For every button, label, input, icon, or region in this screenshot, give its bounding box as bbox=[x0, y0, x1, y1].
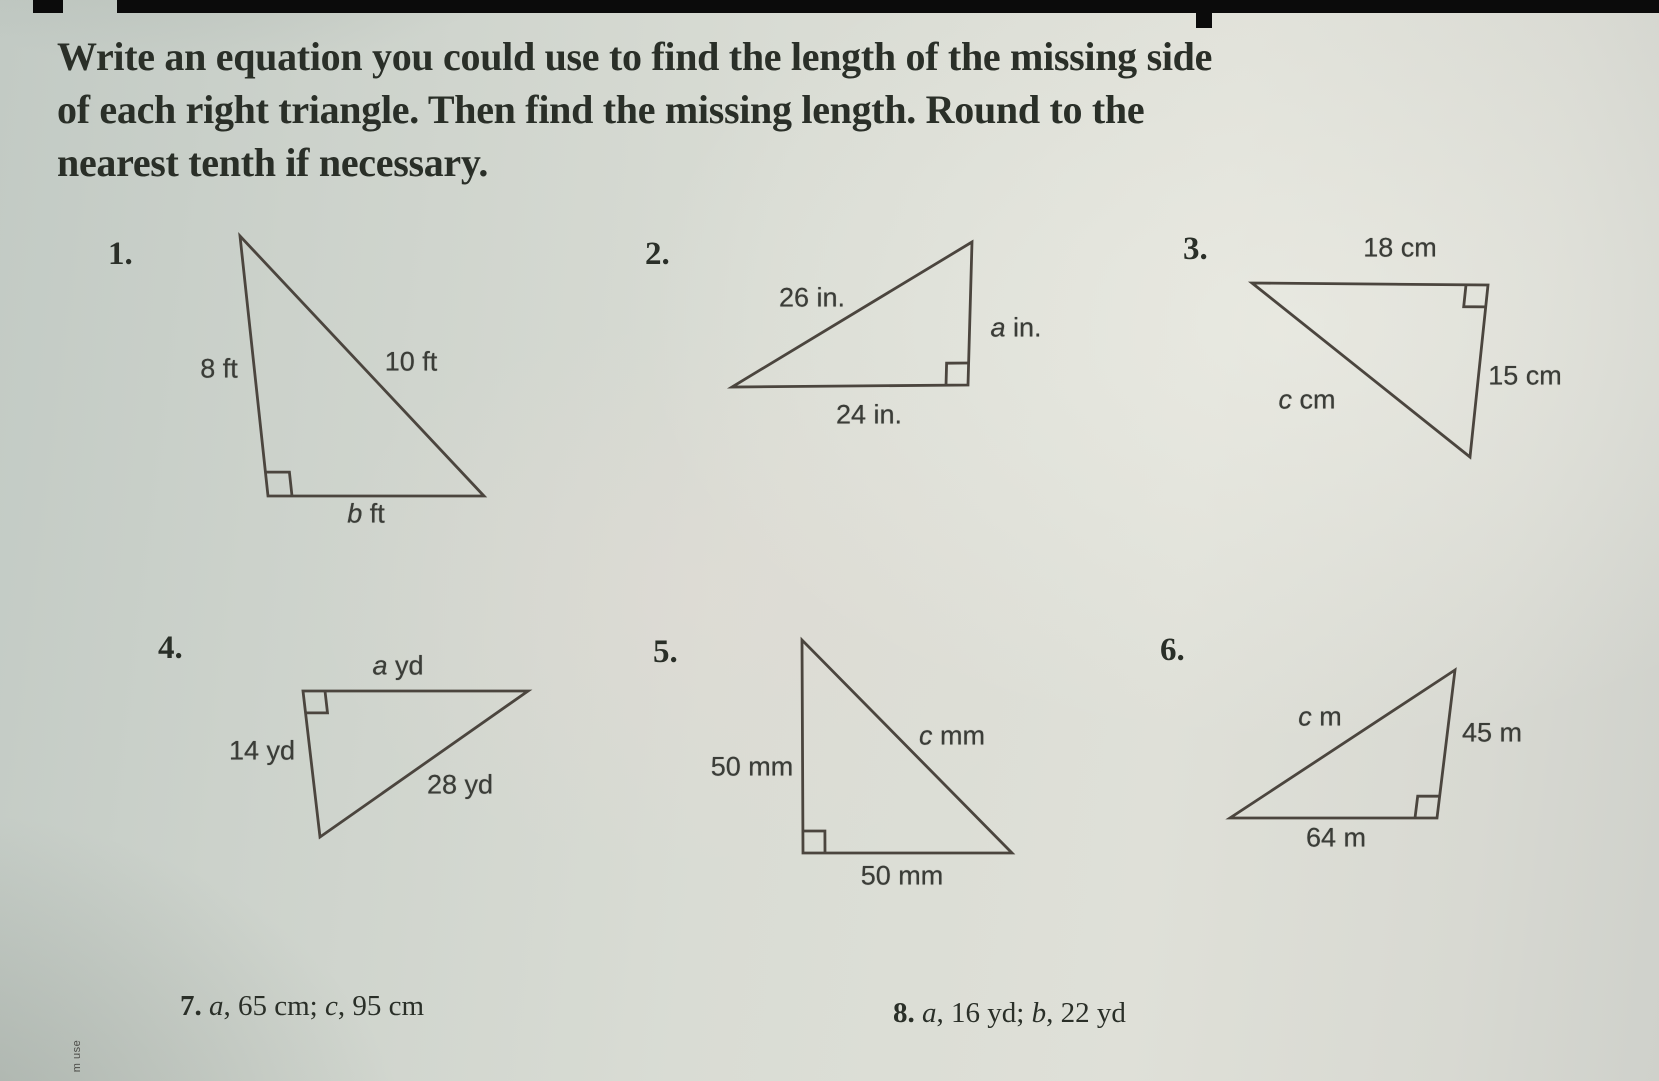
triangle-1-right-angle-mark bbox=[265, 472, 292, 496]
triangle-4-top-leg-label: a yd bbox=[372, 650, 424, 681]
instructions-line: of each right triangle. Then find the missing length. Round to the bbox=[57, 87, 1145, 132]
exercise-8-text: a, 16 yd; b, 22 yd bbox=[922, 997, 1126, 1029]
triangle-2-right-angle-mark bbox=[946, 363, 969, 385]
triangle-6 bbox=[1230, 670, 1455, 818]
triangle-3-outline bbox=[1252, 283, 1488, 457]
triangle-6-hypotenuse-label: c m bbox=[1298, 701, 1342, 732]
triangle-2-base-label: 24 in. bbox=[835, 399, 903, 430]
instructions-line: nearest tenth if necessary. bbox=[57, 140, 489, 185]
problem-number-4: 4. bbox=[158, 630, 183, 666]
triangle-6-base-label: 64 m bbox=[1305, 822, 1367, 853]
exercise-7 bbox=[180, 990, 424, 1023]
exercise-8-number: 8. bbox=[893, 997, 915, 1029]
problem-number-6: 6. bbox=[1160, 632, 1185, 668]
triangle-4 bbox=[303, 691, 528, 837]
triangle-4-left-leg-label: 14 yd bbox=[228, 735, 296, 766]
triangle-4-right-angle-mark bbox=[306, 691, 328, 713]
triangle-1-left-leg-label: 8 ft bbox=[200, 353, 238, 384]
exercise-7-text: a, 65 cm; c, 95 cm bbox=[209, 990, 425, 1022]
problem-number-2: 2. bbox=[645, 236, 670, 272]
triangle-3-right-leg-label: 15 cm bbox=[1488, 360, 1562, 391]
instructions-line: Write an equation you could use to find the length of the missing side bbox=[57, 34, 1213, 79]
exercise-8 bbox=[893, 997, 1126, 1030]
triangle-1-hypotenuse-label: 10 ft bbox=[384, 346, 438, 377]
triangle-3 bbox=[1252, 283, 1488, 457]
problem-number-5: 5. bbox=[653, 634, 678, 670]
triangle-6-right-leg-label: 45 m bbox=[1461, 717, 1523, 748]
triangle-4-outline bbox=[303, 691, 528, 837]
triangle-1-outline bbox=[240, 236, 484, 496]
triangle-4-hypotenuse-label: 28 yd bbox=[426, 769, 494, 800]
triangle-2 bbox=[732, 242, 972, 387]
triangle-3-right-angle-mark bbox=[1464, 285, 1486, 307]
page-edge-note: m use bbox=[71, 1039, 83, 1073]
triangle-5-left-leg-label: 50 mm bbox=[710, 751, 794, 782]
exercise-7-number: 7. bbox=[180, 990, 202, 1022]
triangle-5-base-label: 50 mm bbox=[860, 860, 944, 891]
triangle-1-base-label: b ft bbox=[347, 498, 385, 529]
problem-number-3: 3. bbox=[1183, 231, 1208, 267]
triangle-2-right-leg-label: a in. bbox=[990, 312, 1042, 343]
problem-number-1: 1. bbox=[108, 236, 133, 272]
triangle-1 bbox=[240, 236, 484, 496]
triangle-5-right-angle-mark bbox=[803, 831, 825, 853]
triangle-2-hypotenuse-label: 26 in. bbox=[778, 282, 846, 313]
triangle-3-hypotenuse-label: c cm bbox=[1278, 384, 1336, 415]
triangle-3-top-leg-label: 18 cm bbox=[1363, 232, 1437, 263]
triangle-2-outline bbox=[732, 242, 972, 387]
triangle-5-hypotenuse-label: c mm bbox=[919, 720, 985, 751]
